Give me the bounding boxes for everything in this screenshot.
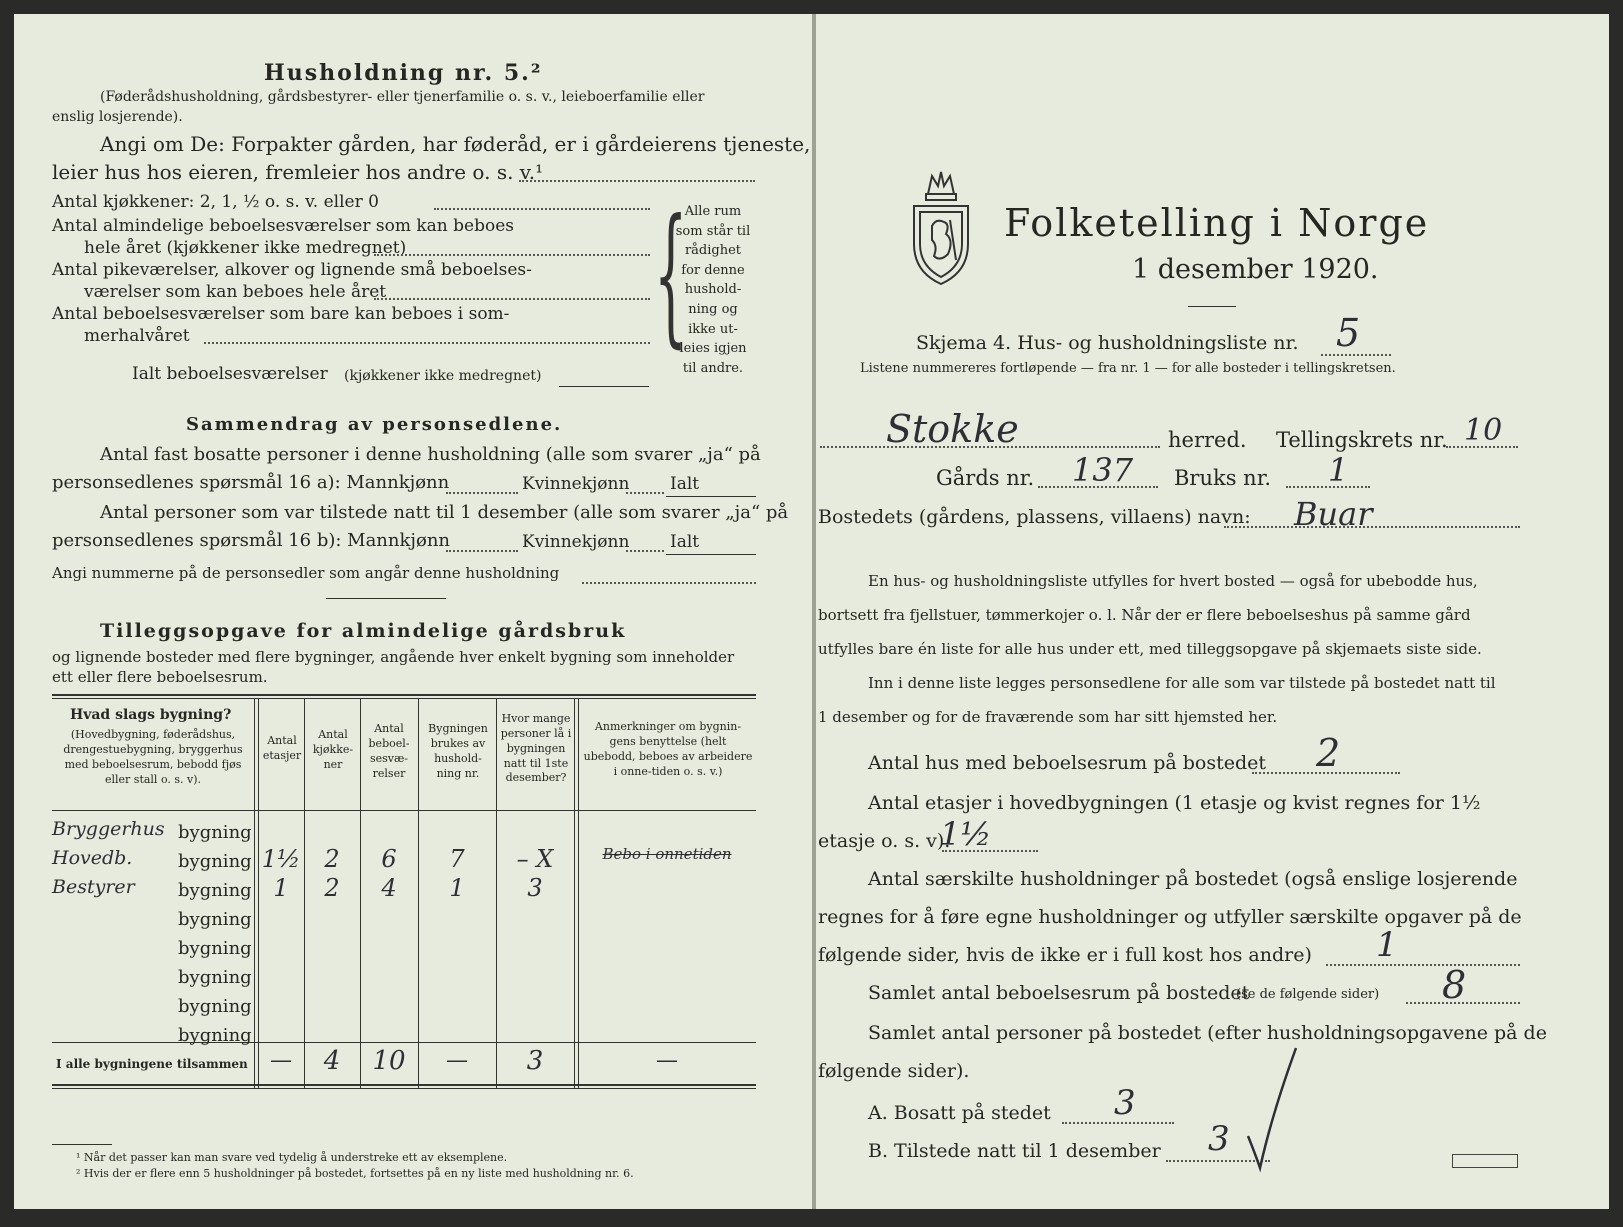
cell-hush: 7 (449, 845, 465, 873)
kvinne-label-2: Kvinnekjønn (522, 532, 630, 552)
supp-text-2: ett eller flere beboelsesrum. (52, 668, 268, 686)
printer-stamp (1452, 1154, 1518, 1168)
herred-label: herred. (1168, 428, 1247, 452)
q-hush-2: regnes for å føre egne husholdninger og utfyller særskilte opgaver på de (818, 906, 1522, 928)
tilstede-label: B. Tilstede natt til 1 desember (868, 1140, 1161, 1162)
header-anmerkninger: Anmerkninger om bygnin-gens benyttelse (helt ubebodd, beboes av arbeidere i onne-tiden o. s. v.) (583, 720, 753, 778)
building-name: Bestyrer (52, 876, 135, 898)
q-rum-label: Samlet antal beboelsesrum på bostedet (868, 982, 1250, 1004)
total-kjokken: 4 (323, 1046, 341, 1076)
q-etasjer-1: Antal etasjer i hovedbygningen (1 etasje og kvist regnes for 1½ (868, 792, 1481, 814)
header-rum: Antal beboel-sesvæ-relser (368, 722, 410, 780)
table-row (52, 876, 756, 905)
summary-line-1b: personsedlenes spørsmål 16 a): Mannkjønn (52, 472, 450, 493)
q-pers-2: følgende sider). (818, 1060, 970, 1082)
bracket-note-line: hushold- (684, 282, 742, 298)
bracket-brace: { (654, 188, 688, 362)
total-label: I alle bygningene tilsammen (56, 1057, 248, 1071)
table-row (52, 963, 756, 992)
bosatt-value: 3 (1114, 1083, 1136, 1123)
q-etasjer-value: 1½ (940, 815, 992, 853)
right-page (816, 14, 1609, 1209)
cell-anm: Bebo i onnetiden (602, 845, 732, 863)
krets-value: 10 (1464, 413, 1503, 448)
question-tenure-1: Angi om De: Forpakter gården, har føderåd, er i gårdeierens tjeneste, (100, 132, 811, 156)
ialt-label-1: Ialt (670, 474, 700, 494)
q-pers-1: Samlet antal personer på bostedet (efter husholdningsopgavene på de (868, 1022, 1547, 1044)
bruks-value: 1 (1328, 451, 1349, 489)
building-label: bygning (178, 996, 252, 1017)
bosatt-label: A. Bosatt på stedet (868, 1102, 1051, 1124)
skjema-label: Skjema 4. Hus- og husholdningsliste nr. (916, 332, 1299, 354)
header-personer: Hvor mange personer lå i bygningen natt til 1ste desember? (500, 712, 572, 785)
building-label: bygning (178, 822, 252, 843)
building-name: Hovedb. (52, 847, 133, 869)
header-etasjer: Antal etasjer (262, 734, 302, 762)
check-mark-icon (1242, 1044, 1302, 1174)
building-table (52, 694, 756, 1114)
household-note: (Føderådshusholdning, gårdsbestyrer- eller tjenerfamilie o. s. v., leieboerfamilie eller (100, 89, 705, 105)
cell-pers: – X (516, 845, 554, 873)
gards-label: Gårds nr. (936, 466, 1035, 490)
building-label: bygning (178, 880, 252, 901)
info-2: bortsett fra fjellstuer, tømmerkojer o. l. Når der er flere beboelseshus på samme gård (818, 606, 1471, 624)
building-label: bygning (178, 909, 252, 930)
bruks-label: Bruks nr. (1174, 466, 1272, 490)
building-label: bygning (178, 967, 252, 988)
table-row (52, 847, 756, 876)
rooms-line-5: værelser som kan beboes hele året (84, 282, 387, 302)
cell-rum: 4 (381, 874, 397, 902)
bracket-note (670, 202, 756, 378)
angi-nummer: Angi nummerne på de personsedler som angår denne husholdning (52, 564, 560, 582)
building-label: bygning (178, 851, 252, 872)
gards-value: 137 (1072, 451, 1134, 489)
q-rum-note: (se de følgende sider) (1236, 987, 1380, 1002)
footnote-1: ¹ Når det passer kan man svare ved tydelig å understreke ett av eksemplene. (76, 1151, 508, 1164)
table-row (52, 934, 756, 963)
table-row (52, 905, 756, 934)
bracket-note-line: rådighet (684, 243, 742, 259)
building-label: bygning (178, 1025, 252, 1046)
rooms-line-7: merhalvåret (84, 326, 190, 346)
household-title: Husholdning nr. 5.² (264, 60, 543, 86)
cell-rum: 6 (381, 845, 397, 873)
ialt-label-2: Ialt (670, 532, 700, 552)
q-hush-1: Antal særskilte husholdninger på bostedet (også enslige losjerende (868, 868, 1518, 890)
cell-etasjer: 1 (273, 874, 289, 902)
rooms-total-label: Ialt beboelsesværelser (132, 364, 328, 384)
header-building-desc: (Hovedbygning, føderådshus, drengestuebygning, bryggerhus med beboelsesrum, bebodd fjøs eller stall o. s. v). (63, 728, 243, 786)
info-4: Inn i denne liste legges personsedlene for alle som var tilstede på bostedet natt til (868, 674, 1496, 692)
question-tenure-2: leier hus hos eieren, fremleier hos andre o. s. v.¹ (52, 160, 544, 184)
q-etasjer-2: etasje o. s. v). (818, 830, 951, 852)
kvinne-label-1: Kvinnekjønn (522, 474, 630, 494)
summary-line-2b: personsedlenes spørsmål 16 b): Mannkjønn (52, 530, 451, 551)
left-page (14, 14, 814, 1209)
coat-of-arms-icon (906, 164, 976, 290)
skjema-number: 5 (1336, 311, 1361, 355)
total-rum: 10 (372, 1046, 406, 1076)
q-hush-3: følgende sider, hvis de ikke er i full kost hos andre) (818, 944, 1312, 966)
header-kjokken: Antal kjøkke-ner (312, 728, 354, 771)
building-name: Bryggerhus (52, 818, 165, 840)
bosted-value: Buar (1294, 495, 1373, 533)
cell-kjokken: 2 (324, 845, 340, 873)
rooms-total-note: (kjøkkener ikke medregnet) (344, 368, 542, 384)
supp-title: Tilleggsopgave for almindelige gårdsbruk (100, 620, 627, 642)
cell-etasjer: 1½ (261, 845, 301, 873)
building-label: bygning (178, 938, 252, 959)
tilstede-value: 3 (1208, 1119, 1230, 1159)
info-1: En hus- og husholdningsliste utfylles for hvert bosted — også for ubebodde hus, (868, 572, 1478, 590)
rooms-line-1: Antal kjøkkener: 2, 1, ½ o. s. v. eller 0 (52, 192, 379, 212)
total-anmerkninger: — (656, 1048, 678, 1073)
bracket-note-line: leies igjen (679, 341, 747, 357)
bracket-note-line: ikke ut- (688, 321, 738, 337)
cell-hush: 1 (449, 874, 465, 902)
bracket-note-line: ning og (688, 301, 738, 317)
q-rum-value: 8 (1442, 963, 1467, 1007)
header-husholdning: Bygningen brukes av hushold-ning nr. (428, 722, 488, 780)
bracket-note-line: som står til (675, 223, 751, 239)
info-3: utfylles bare én liste for alle hus under ett, med tilleggsopgave på skjemaets siste side. (818, 640, 1482, 658)
q-hus-label: Antal hus med beboelsesrum på bostedet (868, 752, 1267, 774)
herred-value: Stokke (886, 407, 1019, 451)
supp-text-1: og lignende bosteder med flere bygninger, angående hver enkelt bygning som inneholder (52, 648, 735, 666)
rooms-line-2: Antal almindelige beboelsesværelser som kan beboes (52, 216, 514, 236)
bracket-note-line: Alle rum (684, 204, 742, 219)
census-title: Folketelling i Norge (1004, 201, 1430, 245)
rooms-line-3: hele året (kjøkkener ikke medregnet) (84, 238, 407, 258)
household-note-2: enslig losjerende). (52, 109, 183, 125)
bracket-note-line: for denne (681, 262, 745, 278)
bracket-note-line: til andre. (682, 360, 744, 376)
bosted-label: Bostedets (gårdens, plassens, villaens) navn: (818, 506, 1251, 528)
q-hush-value: 1 (1376, 925, 1398, 965)
listene-note: Listene nummereres fortløpende — fra nr. 1 — for alle bosteder i tellingskretsen. (860, 361, 1396, 376)
cell-kjokken: 2 (324, 874, 340, 902)
rooms-line-4: Antal pikeværelser, alkover og lignende små beboelses- (52, 260, 532, 280)
census-date: 1 desember 1920. (1132, 254, 1379, 285)
total-husholdning: — (446, 1048, 468, 1073)
krets-label: Tellingskrets nr. (1276, 428, 1448, 452)
cell-pers: 3 (527, 874, 543, 902)
summary-line-2a: Antal personer som var tilstede natt til 1 desember (alle som svarer „ja“ på (100, 502, 789, 523)
q-hus-value: 2 (1316, 731, 1341, 775)
total-etasjer: — (270, 1048, 292, 1073)
total-personer: 3 (526, 1046, 544, 1076)
table-row (52, 818, 756, 847)
header-building-type: Hvad slags bygning? (70, 707, 232, 723)
table-row (52, 992, 756, 1021)
rooms-line-6: Antal beboelsesværelser som bare kan beboes i som- (52, 304, 510, 324)
summary-line-1a: Antal fast bosatte personer i denne husholdning (alle som svarer „ja“ på (100, 444, 761, 465)
info-5: 1 desember og for de fraværende som har sitt hjemsted her. (818, 708, 1278, 726)
footnote-2: ² Hvis der er flere enn 5 husholdninger på bostedet, fortsettes på en ny liste med husholdning nr. 6. (76, 1167, 634, 1180)
summary-title: Sammendrag av personsedlene. (186, 414, 563, 435)
